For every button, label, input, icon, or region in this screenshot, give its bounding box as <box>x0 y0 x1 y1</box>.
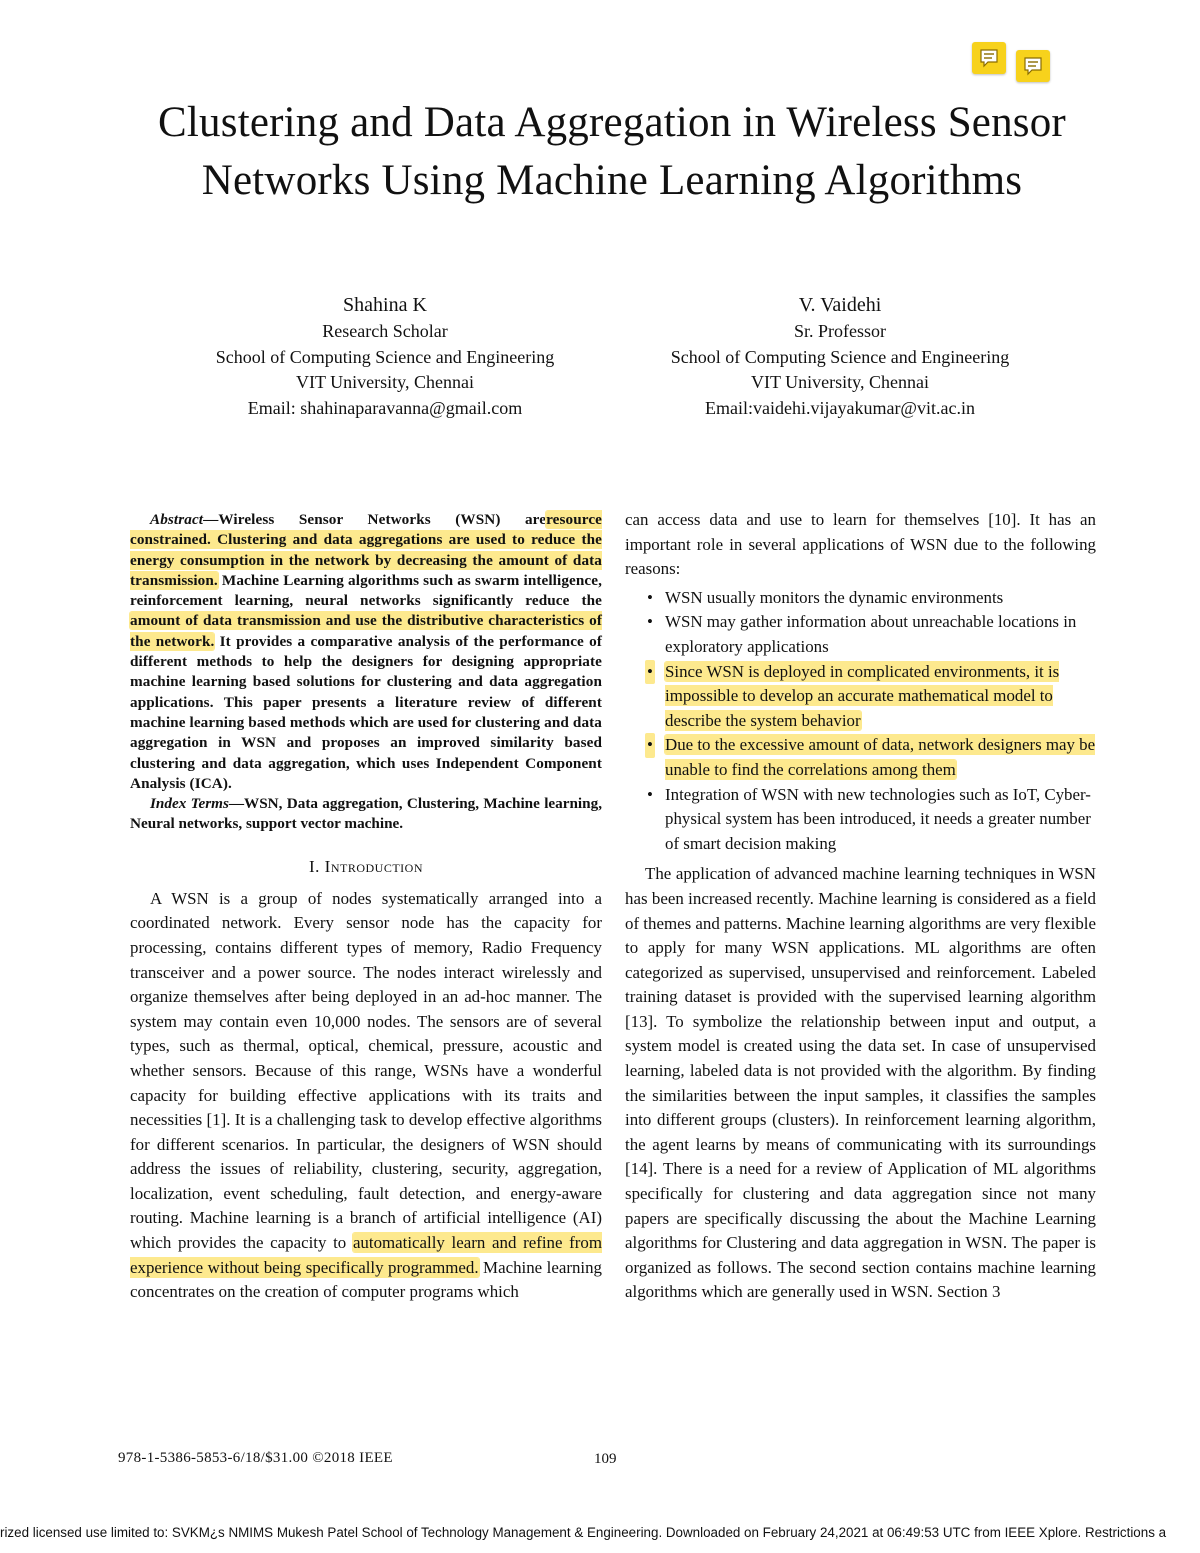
index-terms-text: WSN, Data aggregation, Clustering, Machine learning, Neural networks, support vector machine. <box>130 795 602 833</box>
abstract <box>130 510 602 794</box>
author-email: Email: shahinaparavanna@gmail.com <box>247 397 523 418</box>
abstract-text: It provides a comparative analysis of the performance of different methods to help the designers for designing appropriate machine learning based solutions for clustering and data aggregation applications. This paper presents a literature review of different machine learning based methods which are used for clustering and data aggregation in WSN and proposes an improved similarity based clustering and data aggregation, which uses Independent Component Analysis (ICA). <box>130 632 602 792</box>
bullet-icon: • <box>645 660 655 685</box>
speech-bubble-icon <box>979 48 999 68</box>
bullet-icon: • <box>647 587 653 607</box>
list-item <box>625 783 1096 857</box>
author-email: Email:vaidehi.vijayakumar@vit.ac.in <box>705 397 975 418</box>
paper-title: Clustering and Data Aggregation in Wireless Sensor Networks Using Machine Learning Algorithms <box>158 99 1066 204</box>
author-block-2 <box>605 292 1075 421</box>
abstract-label: Abstract <box>150 511 204 528</box>
right-column <box>625 508 1096 1305</box>
page-number: 109 <box>594 1451 617 1467</box>
highlight[interactable]: automatically learn and refine from experience without being specifically programmed. <box>130 1233 602 1277</box>
section-title: Introduction <box>324 856 423 876</box>
author-university: VIT University, Chennai <box>751 372 929 392</box>
highlight[interactable]: amount of data transmission and use the distributive characteristics of the network. <box>130 612 602 650</box>
list-item-text: WSN may gather information about unreachable locations in exploratory applications <box>665 612 1077 656</box>
abstract-text: Machine Learning algorithms such as swarm intelligence, reinforcement learning, neural networks significantly reduce the <box>130 571 602 610</box>
list-item <box>625 660 1096 734</box>
bullet-icon: • <box>645 733 655 758</box>
list-item <box>625 610 1096 659</box>
list-item-text: WSN usually monitors the dynamic environments <box>665 587 1004 607</box>
author-role: Research Scholar <box>322 321 448 341</box>
reasons-list <box>625 586 1096 857</box>
footer-isbn: 978-1-5386-5853-6/18/$31.00 ©2018 IEEE <box>118 1450 393 1466</box>
author-name: Shahina K <box>343 294 427 316</box>
paragraph: can access data and use to learn for themselves [10]. It has an important role in several applications of WSN due to the following reasons: <box>625 510 1096 579</box>
abstract-text: Wireless Sensor Networks (WSN) are <box>218 511 547 528</box>
paragraph: The application of advanced machine learning techniques in WSN has been increased recently. Machine learning is considered as a field of themes and patterns. Machine learning algorithms are very flexible to apply for many WSN applications. ML algorithms are often categorized as supervised, unsupervised and reinforcement. Labeled training dataset is provided with the supervised learning algorithm [13]. To symbolize the relationship between input and output, a system model is created using the data set. In case of unsupervised learning, labeled data is not provided with the algorithm. By finding the similarities between the input samples, it classifies the samples into different groups (clusters). In reinforcement learning algorithm, the agent learns by means of communicating with its surroundings [14]. There is a need for a review of Application of ML algorithms specifically for clustering and data aggregation since not many papers are specifically discussing the about the Machine Learning algorithms for Clustering and data aggregation in WSN. The paper is organized as follows. The second section contains machine learning algorithms which are generally used in WSN. Section 3 <box>625 864 1096 1302</box>
author-university: VIT University, Chennai <box>296 372 474 392</box>
section-number: I. <box>309 856 320 876</box>
author-dept: School of Computing Science and Engineering <box>670 346 1010 367</box>
author-dept: School of Computing Science and Engineering <box>215 346 555 367</box>
bullet-icon: • <box>647 612 653 632</box>
comment-note-icon[interactable] <box>1016 50 1050 82</box>
list-item-text: Integration of WSN with new technologies such as IoT, Cyber-physical system has been introduced, it needs a greater number of smart decision making <box>665 784 1091 853</box>
author-block-1 <box>150 292 620 421</box>
left-column <box>130 510 602 1305</box>
highlight[interactable]: Due to the excessive amount of data, network designers may be unable to find the correlations among them <box>665 735 1096 779</box>
list-item <box>625 586 1096 611</box>
annotation-notes <box>968 42 1058 86</box>
license-notice: rized licensed use limited to: SVKM¿s NMIMS Mukesh Patel School of Technology Management & Engineering. Downloaded on February 24,2021 at 06:49:53 UTC from IEEE Xplore. Restrictions a <box>0 1525 1167 1540</box>
intro-paragraph <box>130 887 602 1305</box>
section-heading <box>130 857 602 877</box>
author-role: Sr. Professor <box>793 321 886 341</box>
speech-bubble-icon <box>1023 56 1043 76</box>
paragraph-text: Machine learning concentrates on the creation of computer programs which <box>130 1257 602 1302</box>
list-item <box>625 733 1096 782</box>
author-name: V. Vaidehi <box>798 294 882 316</box>
index-terms <box>130 794 602 835</box>
paragraph-text: A WSN is a group of nodes systematically arranged into a coordinated network. Every sensor node has the capacity for processing, contains different types of memory, Radio Frequency transceiver and a power source. The nodes interact wirelessly and organize themselves after being deployed in an ad-hoc manner. The system may contain even 10,000 nodes. The sensors are of several types, such as thermal, optical, chemical, pressure, acoustic and whether sensors. Because of this range, WSNs have a wonderful capacity for building effective applications with its traits and necessities [1]. It is a challenging task to develop effective algorithms for different scenarios. In particular, the designers of WSN should address the issues of reliability, clustering, security, aggregation, localization, event scheduling, fault detection, and energy-aware routing. Machine learning is a branch of artificial intelligence (AI) which provides the capacity to <box>130 888 602 1253</box>
highlight[interactable]: resource constrained. Clustering and data aggregations are used to reduce the energy consumption in the network by decreasing the amount of data transmission. <box>130 511 602 589</box>
abstract-dash: — <box>203 511 219 528</box>
comment-note-icon[interactable] <box>972 42 1006 74</box>
highlight[interactable]: Since WSN is deployed in complicated environments, it is impossible to develop an accurate mathematical model to describe the system behavior <box>665 661 1060 730</box>
index-terms-dash: — <box>228 795 245 813</box>
index-terms-label: Index Terms <box>150 795 229 813</box>
bullet-icon: • <box>647 784 653 804</box>
